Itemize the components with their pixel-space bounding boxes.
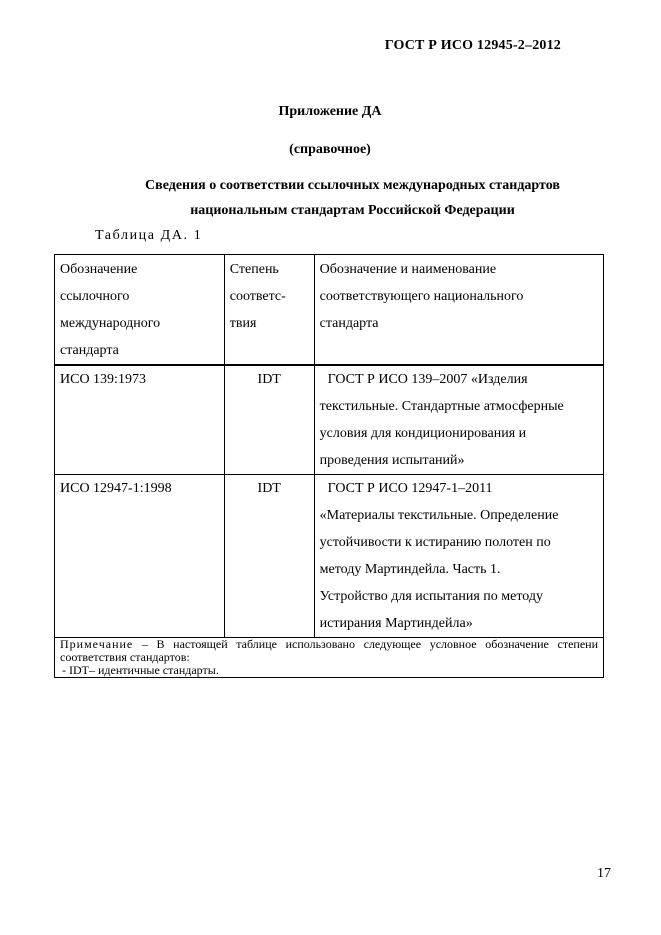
header-line: ссылочного: [60, 289, 130, 304]
national-line: ГОСТ Р ИСО 12947-1–2011: [327, 481, 493, 496]
column-header-reference: [55, 255, 225, 366]
national-standard-cell: [314, 365, 603, 475]
note-item: - IDT– идентичные стандарты.: [62, 663, 219, 677]
annex-heading-line-1: Сведения о соответствии ссылочных международных стандартов: [145, 178, 560, 193]
header-line: международного: [60, 316, 161, 331]
national-line: истирания Мартиндейла»: [319, 616, 473, 631]
header-line: стандарта: [60, 343, 119, 358]
national-line: «Материалы текстильные. Определение: [319, 508, 559, 523]
header-line: твия: [229, 316, 257, 331]
annex-heading-line-2: национальным стандартам Российской Федерации: [190, 203, 515, 218]
national-line: методу Мартиндейла. Часть 1.: [319, 562, 501, 577]
national-line: ГОСТ Р ИСО 139–2007 «Изделия: [327, 372, 528, 387]
note-label: Примечание: [60, 637, 134, 651]
header-line: соответс-: [229, 289, 286, 304]
header-line: Степень: [229, 262, 279, 277]
document-code: ГОСТ Р ИСО 12945-2–2012: [384, 38, 561, 53]
national-standard-cell: [314, 475, 603, 638]
degree-cell: IDT: [224, 475, 314, 638]
page-number: 17: [597, 866, 611, 881]
national-line: Устройство для испытания по методу: [319, 589, 544, 604]
reference-standard-cell: ИСО 139:1973: [55, 365, 225, 475]
table-label: Таблица ДА. 1: [95, 228, 203, 243]
national-line: проведения испытаний»: [319, 453, 465, 468]
table-row: [55, 475, 604, 638]
column-header-degree: [224, 255, 314, 366]
reference-standard-cell: ИСО 12947-1:1998: [55, 475, 225, 638]
header-line: Обозначение и наименование: [319, 262, 497, 277]
column-header-national: [314, 255, 603, 366]
header-line: стандарта: [319, 316, 379, 331]
national-line: условия для кондиционирования и: [319, 426, 527, 441]
national-line: устойчивости к истиранию полотен по: [319, 535, 551, 550]
table-note: [55, 638, 604, 678]
correspondence-table: [54, 254, 604, 678]
note-text: – В настоящей таблице использовано следующее условное обозначение степени соответствия стандартов:: [60, 637, 598, 664]
table-header-row: [55, 255, 604, 366]
annex-type: (справочное): [289, 142, 371, 157]
annex-title: Приложение ДА: [278, 104, 382, 119]
header-line: соответствующего национального: [319, 289, 524, 304]
table-note-row: [55, 638, 604, 678]
table-row: [55, 365, 604, 475]
degree-cell: IDT: [224, 365, 314, 475]
national-line: текстильные. Стандартные атмосферные: [319, 399, 564, 414]
header-line: Обозначение: [60, 262, 138, 277]
